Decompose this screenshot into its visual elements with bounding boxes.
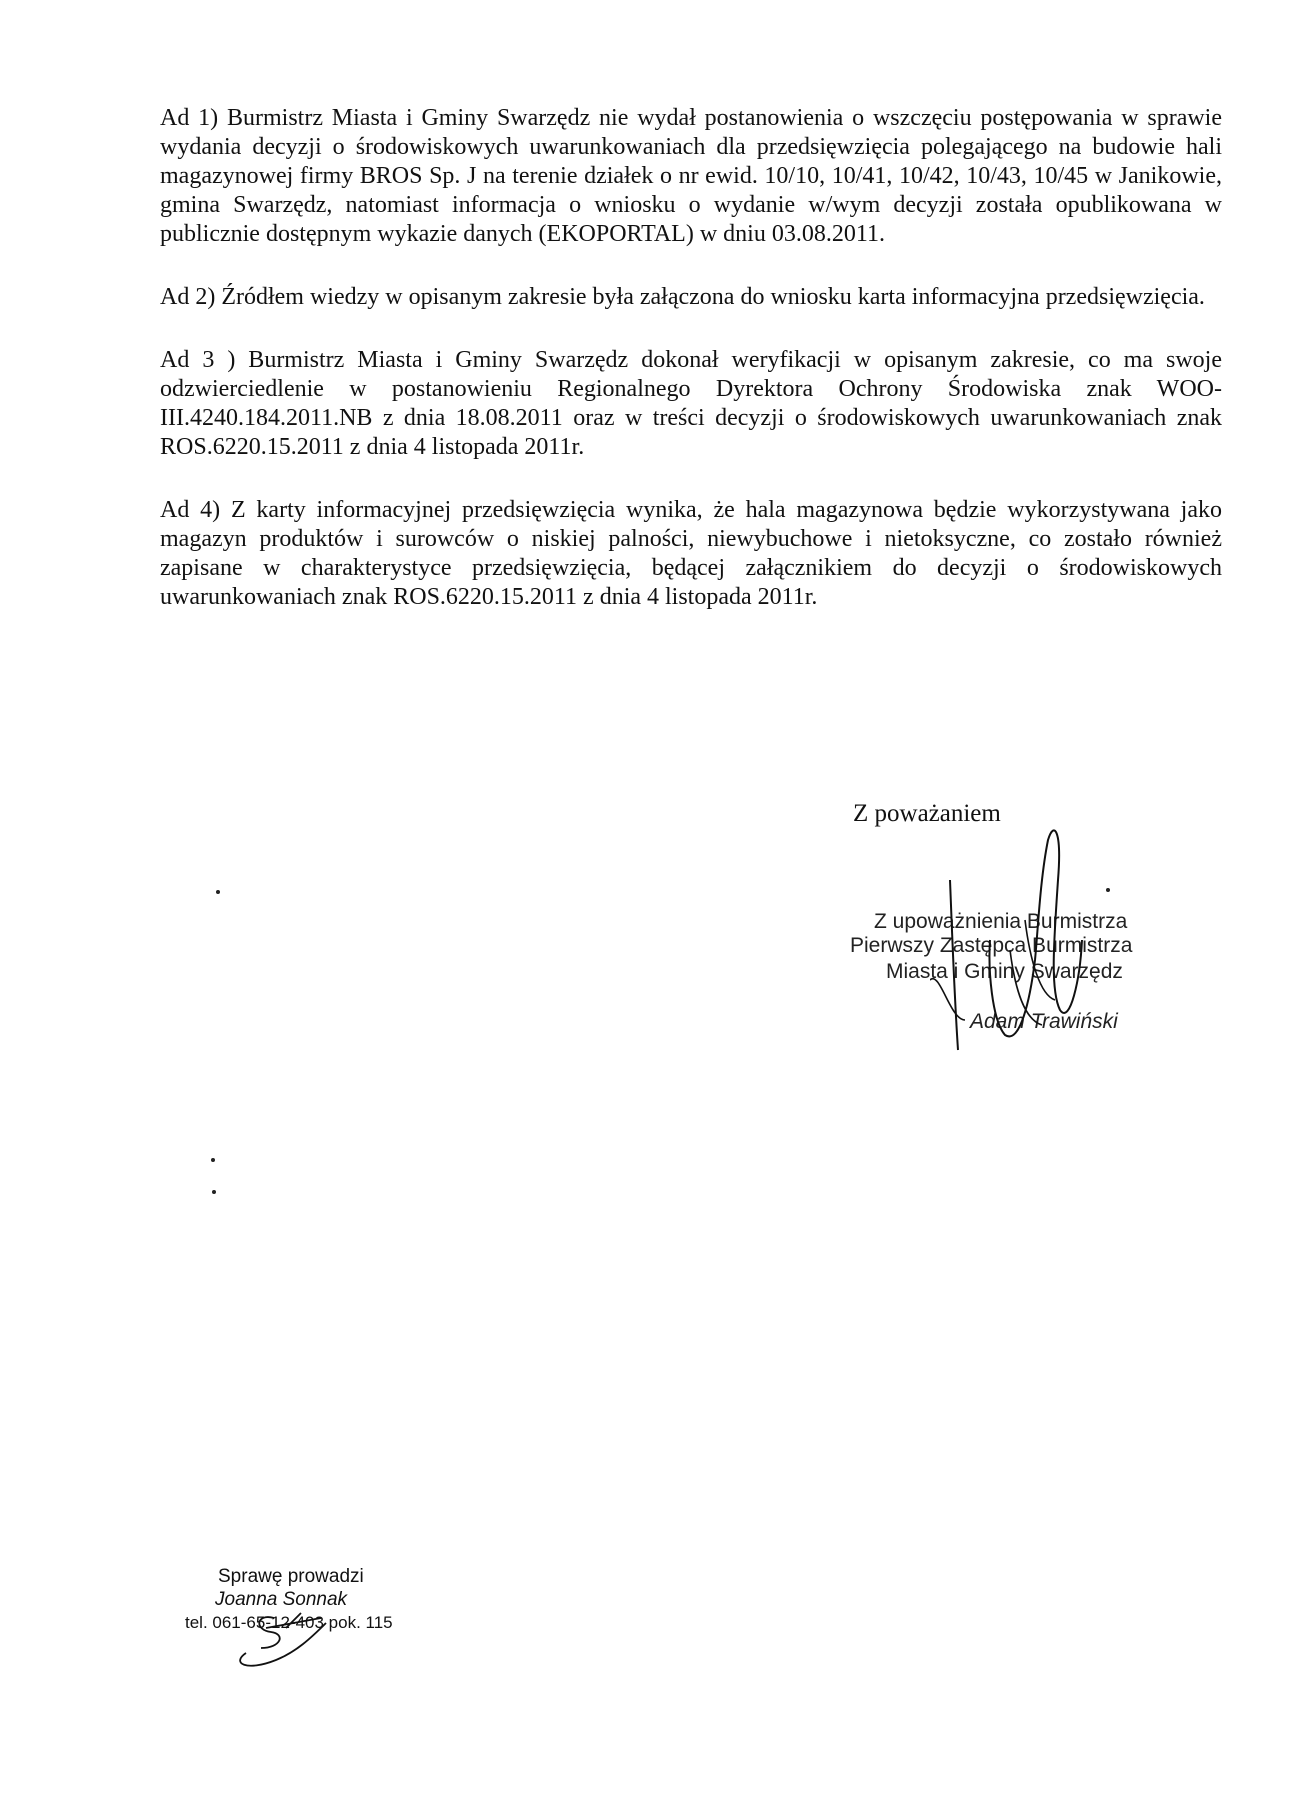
closing-salutation: Z poważaniem	[853, 800, 1001, 827]
handwritten-signature	[930, 820, 1150, 1060]
paragraph-ad-3: Ad 3 ) Burmistrz Miasta i Gminy Swarzędz dokonał weryfikacji w opisanym zakresie, co ma swoje odzwierciedlenie w postanowieniu Regionalnego Dyrektora Ochrony Środowiska znak WOO-III.4240.184.2011.NB z dnia 18.08.2011 oraz w treści decyzji o środowiskowych uwarunkowaniach znak ROS.6220.15.2011 z dnia 4 listopada 2011r.	[160, 347, 1222, 460]
letter-body	[160, 104, 1222, 646]
stray-mark	[1106, 888, 1110, 892]
paragraph-ad-1: Ad 1) Burmistrz Miasta i Gminy Swarzędz nie wydał postanowienia o wszczęciu postępowania w sprawie wydania decyzji o środowiskowych uwarunkowaniach dla przedsięwzięcia polegającego na budowie hali magazynowej firmy BROS Sp. J na terenie działek o nr ewid. 10/10, 10/41, 10/42, 10/43, 10/45 w Janikowie, gmina Swarzędz, natomiast informacja o wniosku o wydanie w/wym decyzji została opublikowana w publicznie dostępnym wykazie danych (EKOPORTAL) w dniu 03.08.2011.	[160, 105, 1222, 247]
stamp-line-authorization: Z upoważnienia Burmistrza	[874, 910, 1128, 933]
stamp-line-title: Pierwszy Zastępca Burmistrza	[850, 934, 1133, 957]
stamp-line-office: Miasta i Gminy Swarzędz	[886, 960, 1123, 983]
stray-mark	[216, 890, 220, 894]
handwritten-initials	[226, 1608, 336, 1673]
stamp-line-name: Adam Trawiński	[970, 1010, 1118, 1033]
stray-mark	[212, 1190, 216, 1194]
case-handler-phone: tel. 061-65-12-403 pok. 115	[185, 1613, 393, 1632]
case-handler-name: Joanna Sonnak	[215, 1589, 348, 1610]
case-handler-label: Sprawę prowadzi	[218, 1566, 364, 1587]
stray-mark	[211, 1158, 215, 1162]
paragraph-ad-2: Ad 2) Źródłem wiedzy w opisanym zakresie była załączona do wniosku karta informacyjna przedsięwzięcia.	[160, 284, 1205, 310]
paragraph-ad-4: Ad 4) Z karty informacyjnej przedsięwzięcia wynika, że hala magazynowa będzie wykorzystywana jako magazyn produktów i surowców o niskiej palności, niewybuchowe i nietoksyczne, co zostało również zapisane w charakterystyce przedsięwzięcia, będącej załącznikiem do decyzji o środowiskowych uwarunkowaniach znak ROS.6220.15.2011 z dnia 4 listopada 2011r.	[160, 497, 1222, 610]
